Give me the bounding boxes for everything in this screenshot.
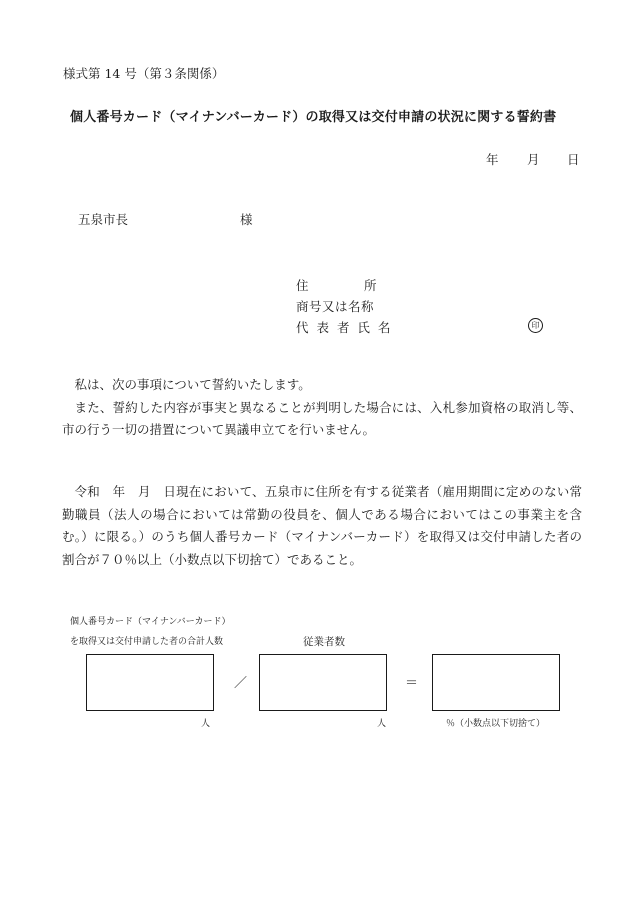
numerator-unit: 人	[201, 719, 211, 729]
equals-sign: ＝	[405, 676, 419, 691]
condition-paragraph	[62, 481, 582, 571]
condition-text: 令和 年 月 日現在において、五泉市に住所を有する従業者（雇用期間に定めのない常勤職員（法人の場合においては常勤の役員を、個人である場合においてはこの事業主を含む。）に限る。）のうち個人番号カード（マイナンバーカード）を取得又は交付申請した者の割合が７０％以上（小数点以下切捨て）であること。	[62, 484, 582, 567]
date-day-label: 日	[567, 152, 580, 167]
address-label-2: 所	[364, 278, 379, 293]
result-unit: ％（小数点以下切捨て）	[446, 719, 546, 729]
pledge-intro: 私は、次の事項について誓約いたします。	[74, 377, 311, 392]
date-month-label: 月	[527, 152, 540, 167]
company-name-label: 商号又は名称	[296, 299, 375, 314]
numerator-label-line-1: 個人番号カード（マイナンバーカード）	[70, 617, 231, 627]
numerator-input-box[interactable]	[86, 654, 214, 711]
denominator-unit: 人	[377, 719, 387, 729]
seal-mark: 印	[528, 318, 543, 333]
result-input-box[interactable]	[432, 654, 560, 711]
addressee-name: 五泉市長	[78, 212, 129, 227]
form-number: 様式第 14 号（第３条関係）	[63, 66, 225, 81]
address-label-1: 住	[296, 278, 311, 293]
pledge-body: また、誓約した内容が事実と異なることが判明した場合には、入札参加資格の取消し等、市の行う一切の措置について異議申立てを行いません。	[62, 399, 582, 437]
addressee-honorific: 様	[240, 212, 253, 227]
divide-sign: ／	[234, 676, 248, 691]
denominator-label: 従業者数	[303, 636, 345, 648]
denominator-input-box[interactable]	[259, 654, 387, 711]
document-title: 個人番号カード（マイナンバーカード）の取得又は交付申請の状況に関する誓約書	[70, 110, 557, 125]
numerator-label-line-2: を取得又は交付申請した者の合計人数	[70, 637, 224, 647]
pledge-paragraph	[62, 374, 582, 442]
date-year-label: 年	[486, 152, 499, 167]
representative-label: 代 表 者 氏 名	[296, 320, 393, 335]
